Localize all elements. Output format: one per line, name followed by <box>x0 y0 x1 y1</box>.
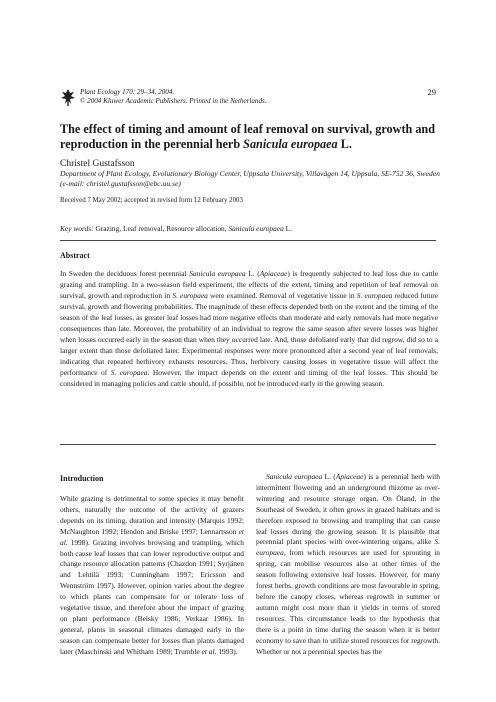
title-text: The effect of timing and amount of leaf removal on survival, growth and reproduction in the perennial herb Sanicula europaea L. <box>60 122 435 151</box>
page-number: 29 <box>427 87 436 97</box>
copyright-line: © 2004 Kluwer Academic Publishers. Printed in the Netherlands. <box>80 97 267 105</box>
divider-bottom <box>60 444 436 445</box>
introduction-right-column: Sanicula europaea L. (Apiaceae) is a perennial herb with intermittent flowering and an underground rhizome as over-wintering and resource storage organ. On Öland, in the Southeast of Sweden, it often grows in grazed habitats and is therefore exposed to browsing and trampling that can cause leaf losses during the growing season. It is plausible that perennial plant species with over-wintering organs, alike S. europaea, from which resources are used for sprouting in spring, can mobilise resources also at other times of the season following extensive leaf losses. However, for many forest herbs, growth conditions are most favourable in spring, before the canopy closes, whereas regrowth in summer or autumn might cost more than it yields in terms of stored resources. This circumstance leads to the hypothesis that there is a point in time during the season when it is better economy to save than to utilize stored resources for regrowth. Whether or not a perennial species has the <box>256 472 440 656</box>
keywords-text: Grazing, Leaf removal, Resource allocation, Sanicula europaea L. <box>95 224 293 233</box>
article-title <box>60 122 440 152</box>
keywords <box>60 224 292 233</box>
introduction-heading: Introduction <box>60 474 104 483</box>
received-dates: Received 7 May 2002; accepted in revised form 12 February 2003 <box>60 197 243 204</box>
author-affiliation: Department of Plant Ecology, Evolutionary Biology Center, Uppsala University, Villavägen 14, Uppsala, SE-752 36, Sweden (e-mail: christel.gustafsson@ebc.uu.se) <box>60 169 440 188</box>
publisher-logo-icon <box>60 88 76 106</box>
abstract-text: In Sweden the deciduous forest perennial Sanicula europaea L. (Apiaceae) is frequently subjected to leaf loss due to cattle grazing and trampling. In a two-season field experiment, the effects of the extent, timing and repetition of leaf removal on survival, growth and reproduction in S. europaea were examined. Removal of vegetative tissue in S. europaea reduced future survival, growth and flowering probabilities. The magnitude of these effects depended both on the extent and the timing of the season of the leaf losses, as greater leaf losses had more negative effects than moderate and early removals had more negative consequences than late. Moreover, the probability of an individual to regrow the same season after severe losses was higher when losses occurred early in the season than when they occurred late. And, those defoliated early that did regrow, did so to a larger extent than those defoliated later. Experimental responses were more pronounced after a second year of leaf removals, indicating that repeated herbivory exhausts resources. Thus, herbivory causing losses in vegetative tissue will affect the performance of S. europaea. However, the impact depends on the extent and timing of the leaf losses. This should be considered in managing policies and cattle should, if possible, not be introduced early in the growing season. <box>60 269 439 389</box>
introduction-left-column: While grazing is detrimental to some species it may benefit others, naturally the outcome of the activity of grazers depends on its timing, duration and intensity (Marquis 1992; McNaughton 1992; Hendon and Briske 1997; Lennartsson et al. 1998). Grazing involves browsing and trampling, which both cause leaf losses that can lower reproductive output and change resource allocation patterns (Chazdon 1991; Syrjänen and Lehtilä 1993; Cunningham 1997; Ericsson and Wennström 1997). However, opinion varies about the degree to which plants can compensate for or tolerate loss of vegetative tissue, and therefore about the impact of grazing on plant performance (Belsky 1986; Verkaar 1986). In general, plants in seasonal climates damaged early in the season can compensate better for losses than plants damaged later (Maschinski and Whitham 1989; Trumble et al. 1993). <box>60 494 244 656</box>
author-name: Christel Gustafsson <box>60 159 135 169</box>
abstract-heading: Abstract <box>60 251 90 260</box>
divider-top <box>60 240 436 241</box>
journal-citation: Plant Ecology 170: 29–34, 2004. <box>80 88 175 96</box>
keywords-label: Key words: <box>60 224 94 233</box>
